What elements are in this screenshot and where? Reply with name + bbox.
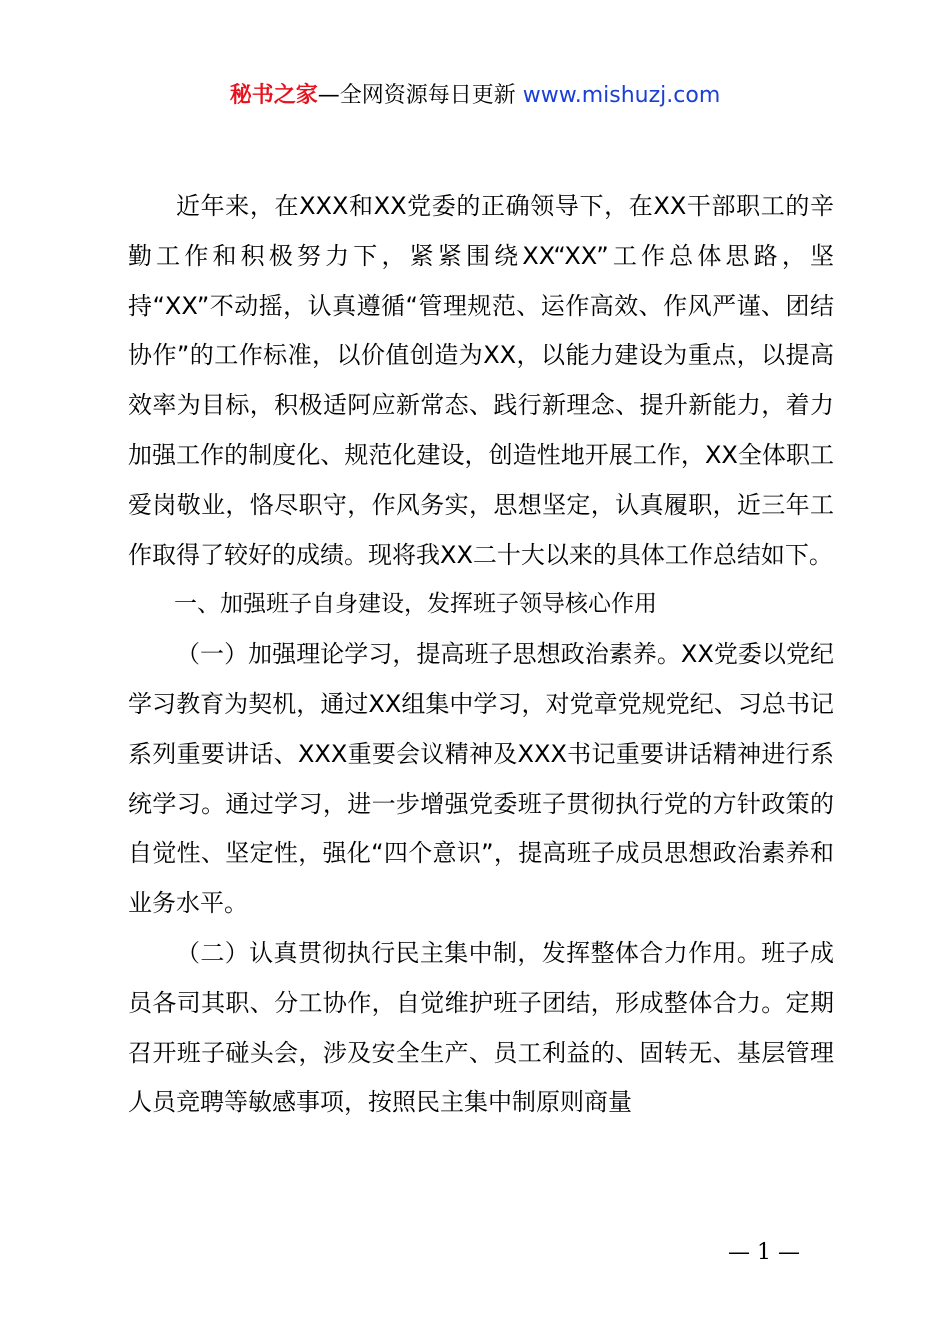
item-2-paragraph: （二）认真贯彻执行民主集中制，发挥整体合力作用。班子成员各司其职、分工协作，自觉维护班子团结，形成整体合力。定期召开班子碰头会，涉及安全生产、员工利益的、固转无、基层管理人员竞聘等敏感事项，按照民主集中制原则商量 [128, 938, 834, 1117]
brand-name: 秘书之家 [229, 83, 318, 108]
item-1-paragraph: （一）加强理论学习，提高班子思想政治素养。XX党委以党纪学习教育为契机，通过XX组集中学习，对党章党规党纪、习总书记系列重要讲话、XXX重要会议精神及XXX书记重要讲话精神进行系统学习。通过学习，进一步增强党委班子贯彻执行党的方针政策的自觉性、坚定性，强化“四个意识”，提高班子成员思想政治素养和业务水平。 [128, 640, 834, 918]
page-header [0, 80, 950, 112]
header-tagline: —全网资源每日更新 [317, 83, 523, 108]
intro-paragraph: 近年来，在XXX和XX党委的正确领导下，在XX干部职工的辛勤工作和积极努力下，紧紧围绕XX“XX”工作总体思路，坚持“XX”不动摇，认真遵循“管理规范、运作高效、作风严谨、团结协作”的工作标准，以价值创造为XX，以能力建设为重点，以提高效率为目标，积极适阿应新常态、践行新理念、提升新能力，着力加强工作的制度化、规范化建设，创造性地开展工作，XX全体职工爱岗敬业，恪尽职守，作风务实，思想坚定，认真履职，近三年工作取得了较好的成绩。现将我XX二十大以来的具体工作总结如下。 [128, 192, 834, 569]
page-number: — 1 — [728, 1240, 800, 1265]
section-heading: 一、加强班子自身建设，发挥班子领导核心作用 [174, 591, 657, 618]
document-body [128, 182, 834, 1128]
site-url-link[interactable]: www.mishuzj.com [522, 83, 721, 108]
